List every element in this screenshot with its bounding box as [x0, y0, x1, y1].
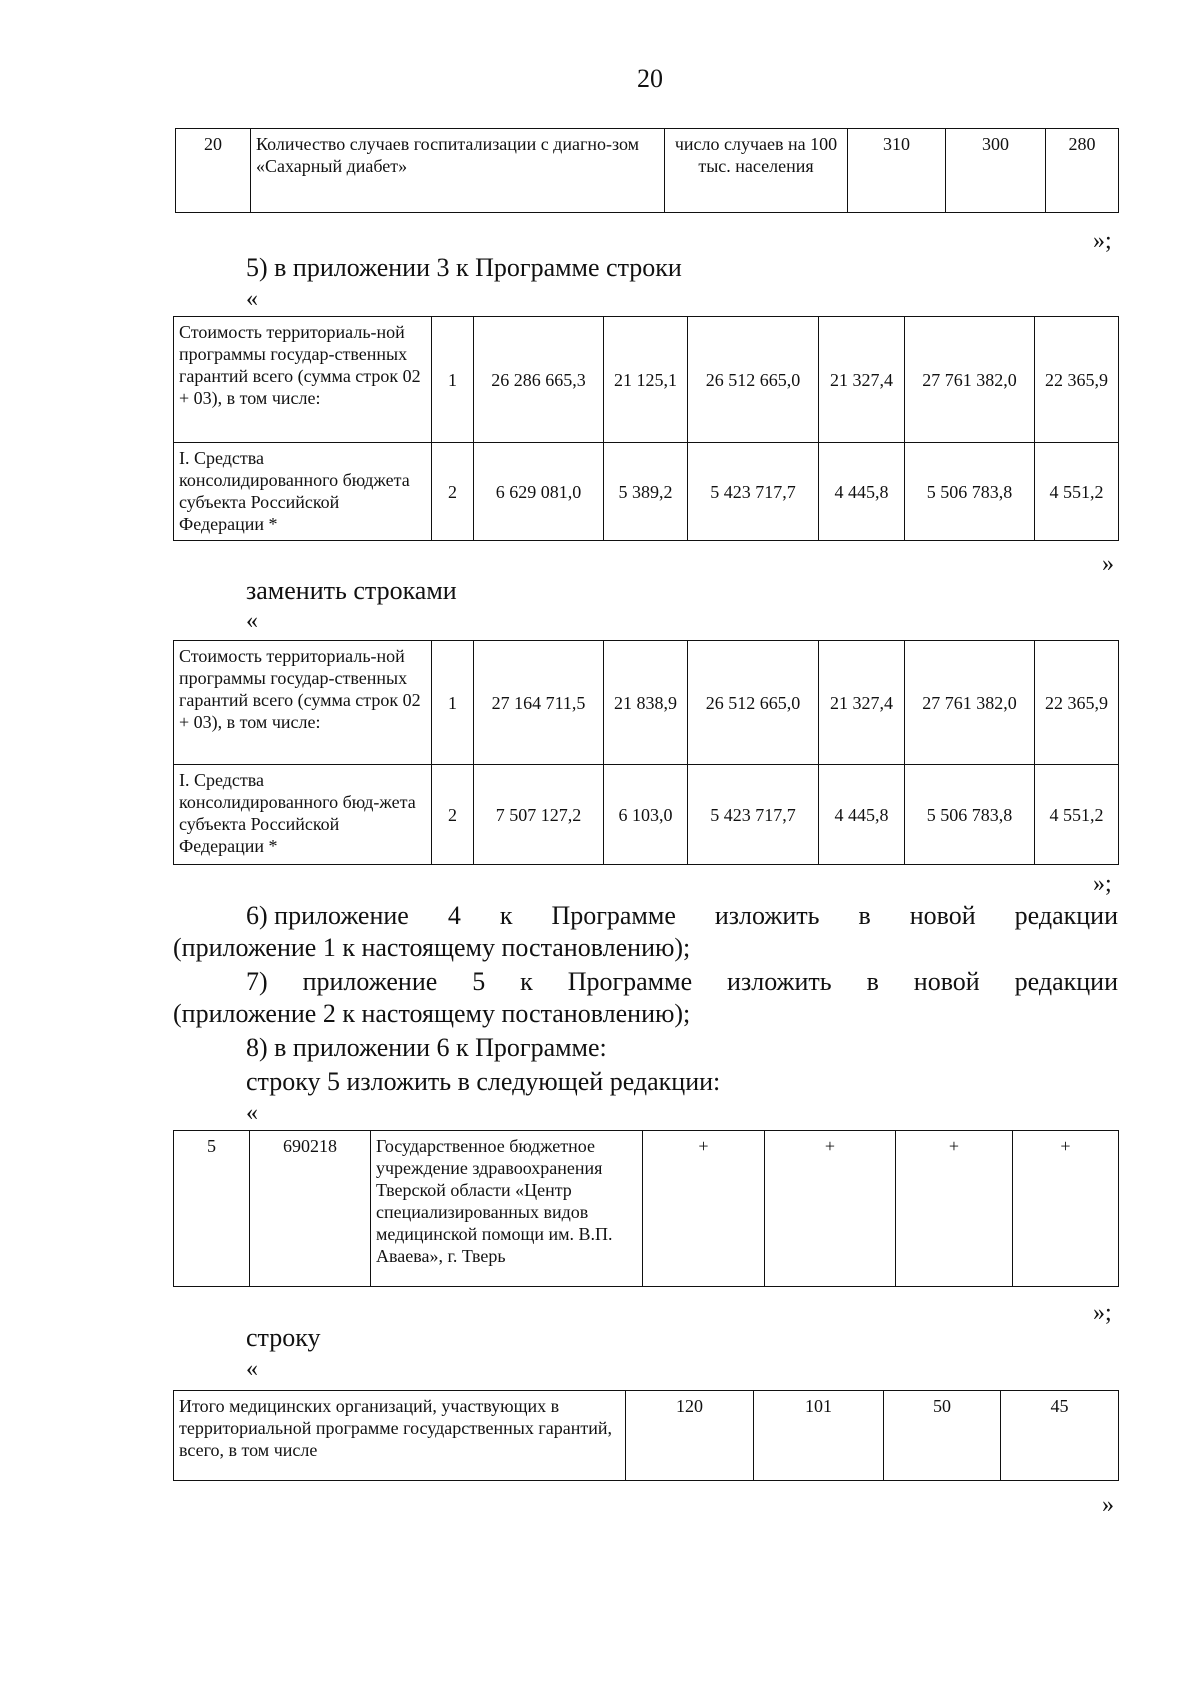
word: изложить [727, 967, 832, 996]
value-cell: 5 506 783,8 [905, 765, 1035, 865]
indicator-unit: число случаев на 100 тыс. населения [665, 129, 848, 213]
table-row [174, 765, 1119, 865]
row-name: Стоимость территориаль-ной программы государ-ственных гарантий всего (сумма строк 02 + 03), в том числе: [174, 641, 432, 765]
table-new-rows [173, 640, 1119, 865]
table-row [174, 1391, 1119, 1481]
word: Программе [567, 967, 693, 996]
replace-text: заменить строками [246, 576, 457, 605]
table-old-rows [173, 316, 1119, 541]
value-cell: 50 [884, 1391, 1001, 1481]
word: новой [913, 967, 980, 996]
value-cell: 27 761 382,0 [905, 317, 1035, 443]
item-5-text: 5) в приложении 3 к Программе строки [246, 253, 682, 282]
value-cell: 6 629 081,0 [474, 443, 604, 541]
stroku-text: строку [246, 1323, 321, 1352]
row-code: 2 [432, 765, 474, 865]
table-row [174, 443, 1119, 541]
value-cell: 22 365,9 [1035, 317, 1119, 443]
word: приложение [302, 967, 438, 996]
word: в [866, 967, 879, 996]
value-cell: 26 286 665,3 [474, 317, 604, 443]
plus-mark: + [643, 1131, 765, 1287]
table-indicator-row [175, 128, 1119, 213]
row-code: 2 [432, 443, 474, 541]
closing-quote: » [1102, 551, 1114, 577]
item-6-line-1 [246, 900, 1118, 932]
value-cell: 21 327,4 [819, 317, 905, 443]
value-cell: 310 [848, 129, 946, 213]
value-cell: 27 164 711,5 [474, 641, 604, 765]
closing-quote: » [1102, 1492, 1114, 1518]
organization-name: Государственное бюджетное учреждение здравоохранения Тверской области «Центр специализированных видов медицинской помощи им. В.П. Аваева», г. Тверь [371, 1131, 643, 1287]
table-row [176, 129, 1119, 213]
value-cell: 5 423 717,7 [688, 765, 819, 865]
word: Программе [551, 901, 676, 930]
table-row [174, 317, 1119, 443]
value-cell: 5 389,2 [604, 443, 688, 541]
word: к [499, 901, 513, 930]
value-cell: 120 [626, 1391, 754, 1481]
row-code: 1 [432, 317, 474, 443]
value-cell: 26 512 665,0 [688, 641, 819, 765]
word: редакции [1014, 901, 1118, 930]
opening-quote: « [246, 1356, 258, 1382]
opening-quote: « [246, 286, 258, 312]
word: 5 [472, 967, 486, 996]
value-cell: 7 507 127,2 [474, 765, 604, 865]
value-cell: 4 551,2 [1035, 765, 1119, 865]
value-cell: 6 103,0 [604, 765, 688, 865]
plus-mark: + [765, 1131, 896, 1287]
page-number: 20 [637, 64, 663, 93]
item-8-subtext: строку 5 изложить в следующей редакции: [246, 1067, 721, 1096]
word: 4 [447, 901, 461, 930]
item-7-line-2: (приложение 2 к настоящему постановлению); [173, 999, 691, 1028]
row-name: I. Средства консолидированного бюд-жета субъекта Российской Федерации * [174, 765, 432, 865]
value-cell: 101 [754, 1391, 884, 1481]
word: 7) [246, 967, 268, 996]
word: к [520, 967, 533, 996]
word: редакции [1014, 967, 1118, 996]
table-total-row [173, 1390, 1119, 1481]
value-cell: 21 838,9 [604, 641, 688, 765]
table-row [174, 1131, 1119, 1287]
row-number: 20 [176, 129, 251, 213]
row-number: 5 [174, 1131, 250, 1287]
plus-mark: + [1013, 1131, 1119, 1287]
value-cell: 280 [1046, 129, 1119, 213]
closing-quote: »; [1093, 228, 1112, 254]
value-cell: 4 445,8 [819, 443, 905, 541]
table-row [174, 641, 1119, 765]
opening-quote: « [246, 1100, 258, 1126]
plus-mark: + [896, 1131, 1013, 1287]
indicator-name: Количество случаев госпитализации с диагно-зом «Сахарный диабет» [251, 129, 665, 213]
row-code: 1 [432, 641, 474, 765]
value-cell: 45 [1001, 1391, 1119, 1481]
value-cell: 26 512 665,0 [688, 317, 819, 443]
value-cell: 300 [946, 129, 1046, 213]
item-7-line-1 [246, 966, 1118, 998]
row-name: I. Средства консолидированного бюджета субъекта Российской Федерации * [174, 443, 432, 541]
opening-quote: « [246, 608, 258, 634]
value-cell: 21 125,1 [604, 317, 688, 443]
value-cell: 5 423 717,7 [688, 443, 819, 541]
table-organization-row [173, 1130, 1119, 1287]
value-cell: 4 445,8 [819, 765, 905, 865]
word: изложить [714, 901, 820, 930]
value-cell: 21 327,4 [819, 641, 905, 765]
word: новой [909, 901, 976, 930]
row-name: Стоимость территориаль-ной программы государ-ственных гарантий всего (сумма строк 02 + 03), в том числе: [174, 317, 432, 443]
closing-quote: »; [1093, 1300, 1112, 1326]
value-cell: 5 506 783,8 [905, 443, 1035, 541]
closing-quote: »; [1093, 871, 1112, 897]
item-6-line-2: (приложение 1 к настоящему постановлению); [173, 933, 691, 962]
value-cell: 4 551,2 [1035, 443, 1119, 541]
value-cell: 27 761 382,0 [905, 641, 1035, 765]
word: 6) приложение [246, 901, 409, 930]
value-cell: 22 365,9 [1035, 641, 1119, 765]
word: в [858, 901, 871, 930]
item-8-text: 8) в приложении 6 к Программе: [246, 1033, 607, 1062]
organization-code: 690218 [250, 1131, 371, 1287]
total-name: Итого медицинских организаций, участвующих в территориальной программе государственных гарантий, всего, в том числе [174, 1391, 626, 1481]
